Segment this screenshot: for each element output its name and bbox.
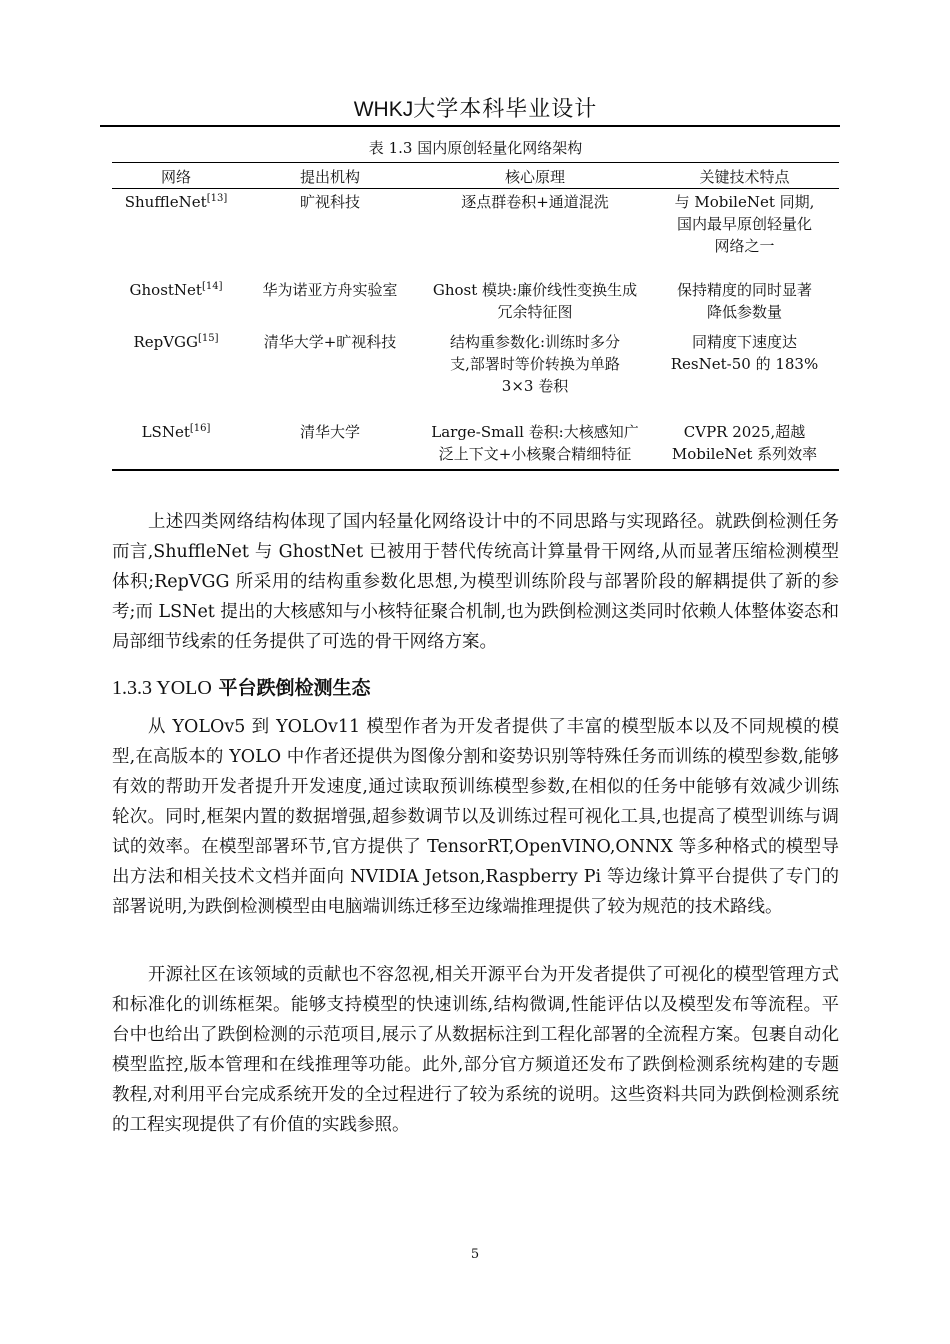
- principle-line: 冗余特征图: [497, 303, 573, 321]
- feature-line: 保持精度的同时显著: [676, 281, 812, 299]
- body-paragraph: 上述四类网络结构体现了国内轻量化网络设计中的不同思路与实现路径。就跌倒检测任务而言,ShuffleNet 与 GhostNet 已被用于替代传统高计算量骨干网络,从而显著压缩检测模型体积;RepVGG 所采用的结构重参数化思想,为模型训练阶段与部署阶段的解耦提供了新的参考;而 LSNet 提出的大核感知与小核特征聚合机制,也为跌倒检测这类同时依赖人体整体姿态和局部细节线索的任务提供了可选的骨干网络方案。: [112, 512, 839, 652]
- principle-line: 泛上下文+小核聚合精细特征: [438, 445, 632, 463]
- network-name-cell: [112, 273, 240, 331]
- principle-line: 支,部署时等价转换为单路: [450, 355, 620, 373]
- section-number: 1.3.3 YOLO: [112, 677, 212, 699]
- feature-line: 国内最早原创轻量化: [676, 215, 812, 233]
- org-cell: 旷视科技: [299, 193, 360, 211]
- org-cell: 华为诺亚方舟实验室: [262, 281, 398, 299]
- network-name-cell: [112, 189, 240, 274]
- column-header: 关键技术特点: [650, 163, 839, 189]
- features-cell: [650, 331, 839, 419]
- features-cell: [650, 273, 839, 331]
- table-row: [112, 273, 839, 331]
- org-cell: 清华大学: [240, 419, 420, 470]
- body-paragraph: 开源社区在该领域的贡献也不容忽视,相关开源平台为开发者提供了可视化的模型管理方式和标准化的训练框架。能够支持模型的快速训练,结构微调,性能评估以及模型发布等流程。平台中也给出了跌倒检测的示范项目,展示了从数据标注到工程化部署的全流程方案。包裹自动化模型监控,版本管理和在线推理等功能。此外,部分官方频道还发布了跌倒检测系统构建的专题教程,对利用平台完成系统开发的全过程进行了较为系统的说明。这些资料共同为跌倒检测系统的工程实现提供了有价值的实践参照。: [112, 965, 839, 1135]
- network-name-cell: [112, 331, 240, 419]
- column-header: 网络: [112, 163, 240, 189]
- network-name: RepVGG: [133, 333, 199, 351]
- page-header: [112, 92, 839, 123]
- citation-ref: [14]: [201, 281, 223, 292]
- feature-line: 网络之一: [714, 237, 775, 255]
- column-header: 提出机构: [240, 163, 420, 189]
- network-name: GhostNet: [129, 281, 202, 299]
- principle-cell: [420, 273, 650, 331]
- citation-ref: [16]: [189, 423, 211, 434]
- principle-line: 结构重参数化:训练时多分: [449, 333, 621, 351]
- network-name-cell: [112, 419, 240, 470]
- citation-ref: [13]: [206, 193, 228, 204]
- feature-line: 降低参数量: [706, 303, 782, 321]
- network-name: ShuffleNet: [124, 193, 207, 211]
- header-title-cjk: 大学本科毕业设计: [413, 97, 598, 122]
- feature-line: CVPR 2025,超越: [683, 423, 806, 441]
- principle-line: 逐点群卷积+通道混洗: [461, 193, 609, 211]
- principle-cell: [420, 189, 650, 274]
- citation-ref: [15]: [198, 333, 219, 344]
- principle-line: 3×3 卷积: [501, 377, 569, 395]
- feature-line: 同精度下速度达: [691, 333, 797, 351]
- body-paragraph: 从 YOLOv5 到 YOLOv11 模型作者为开发者提供了丰富的模型版本以及不同规模的模型,在高版本的 YOLO 中作者还提供为图像分割和姿势识别等特殊任务而训练的模型参数,能够有效的帮助开发者提升开发速度,通过读取预训练模型参数,在相似的任务中能够有效减少训练轮次。同时,框架内置的数据增强,超参数调节以及训练过程可视化工具,也提高了模型训练与调试的效率。在模型部署环节,官方提供了 TensorRT,OpenVINO,ONNX 等多种格式的模型导出方法和相关技术文档并面向 NVIDIA Jetson,Raspberry Pi 等边缘计算平台提供了专门的部署说明,为跌倒检测模型由电脑端训练迁移至边缘端推理提供了较为规范的技术路线。: [112, 717, 839, 917]
- principle-cell: [420, 331, 650, 419]
- principle-cell: [420, 419, 650, 470]
- table-header-row: [112, 163, 839, 189]
- principle-line: Large-Small 卷积:大核感知广: [431, 423, 639, 441]
- org-cell: 清华大学+旷视科技: [263, 333, 397, 351]
- network-table: [112, 162, 839, 471]
- features-cell: [650, 419, 839, 470]
- feature-line: 与 MobileNet 同期,: [674, 193, 815, 211]
- section-title: 平台跌倒检测生态: [218, 677, 371, 699]
- page-number: 5: [470, 1247, 480, 1262]
- header-title-latin: WHKJ: [353, 98, 414, 121]
- table-row: [112, 419, 839, 470]
- table-caption: 表 1.3 国内原创轻量化网络架构: [368, 139, 583, 157]
- header-rule: [100, 125, 840, 127]
- section-heading: [112, 673, 370, 700]
- feature-line: ResNet-50 的 183%: [670, 355, 819, 373]
- table-row: [112, 331, 839, 419]
- principle-line: Ghost 模块:廉价线性变换生成: [432, 281, 638, 299]
- column-header: 核心原理: [420, 163, 650, 189]
- features-cell: [650, 189, 839, 274]
- table-row: [112, 189, 839, 274]
- network-name: LSNet: [141, 423, 190, 441]
- feature-line: MobileNet 系列效率: [671, 445, 818, 463]
